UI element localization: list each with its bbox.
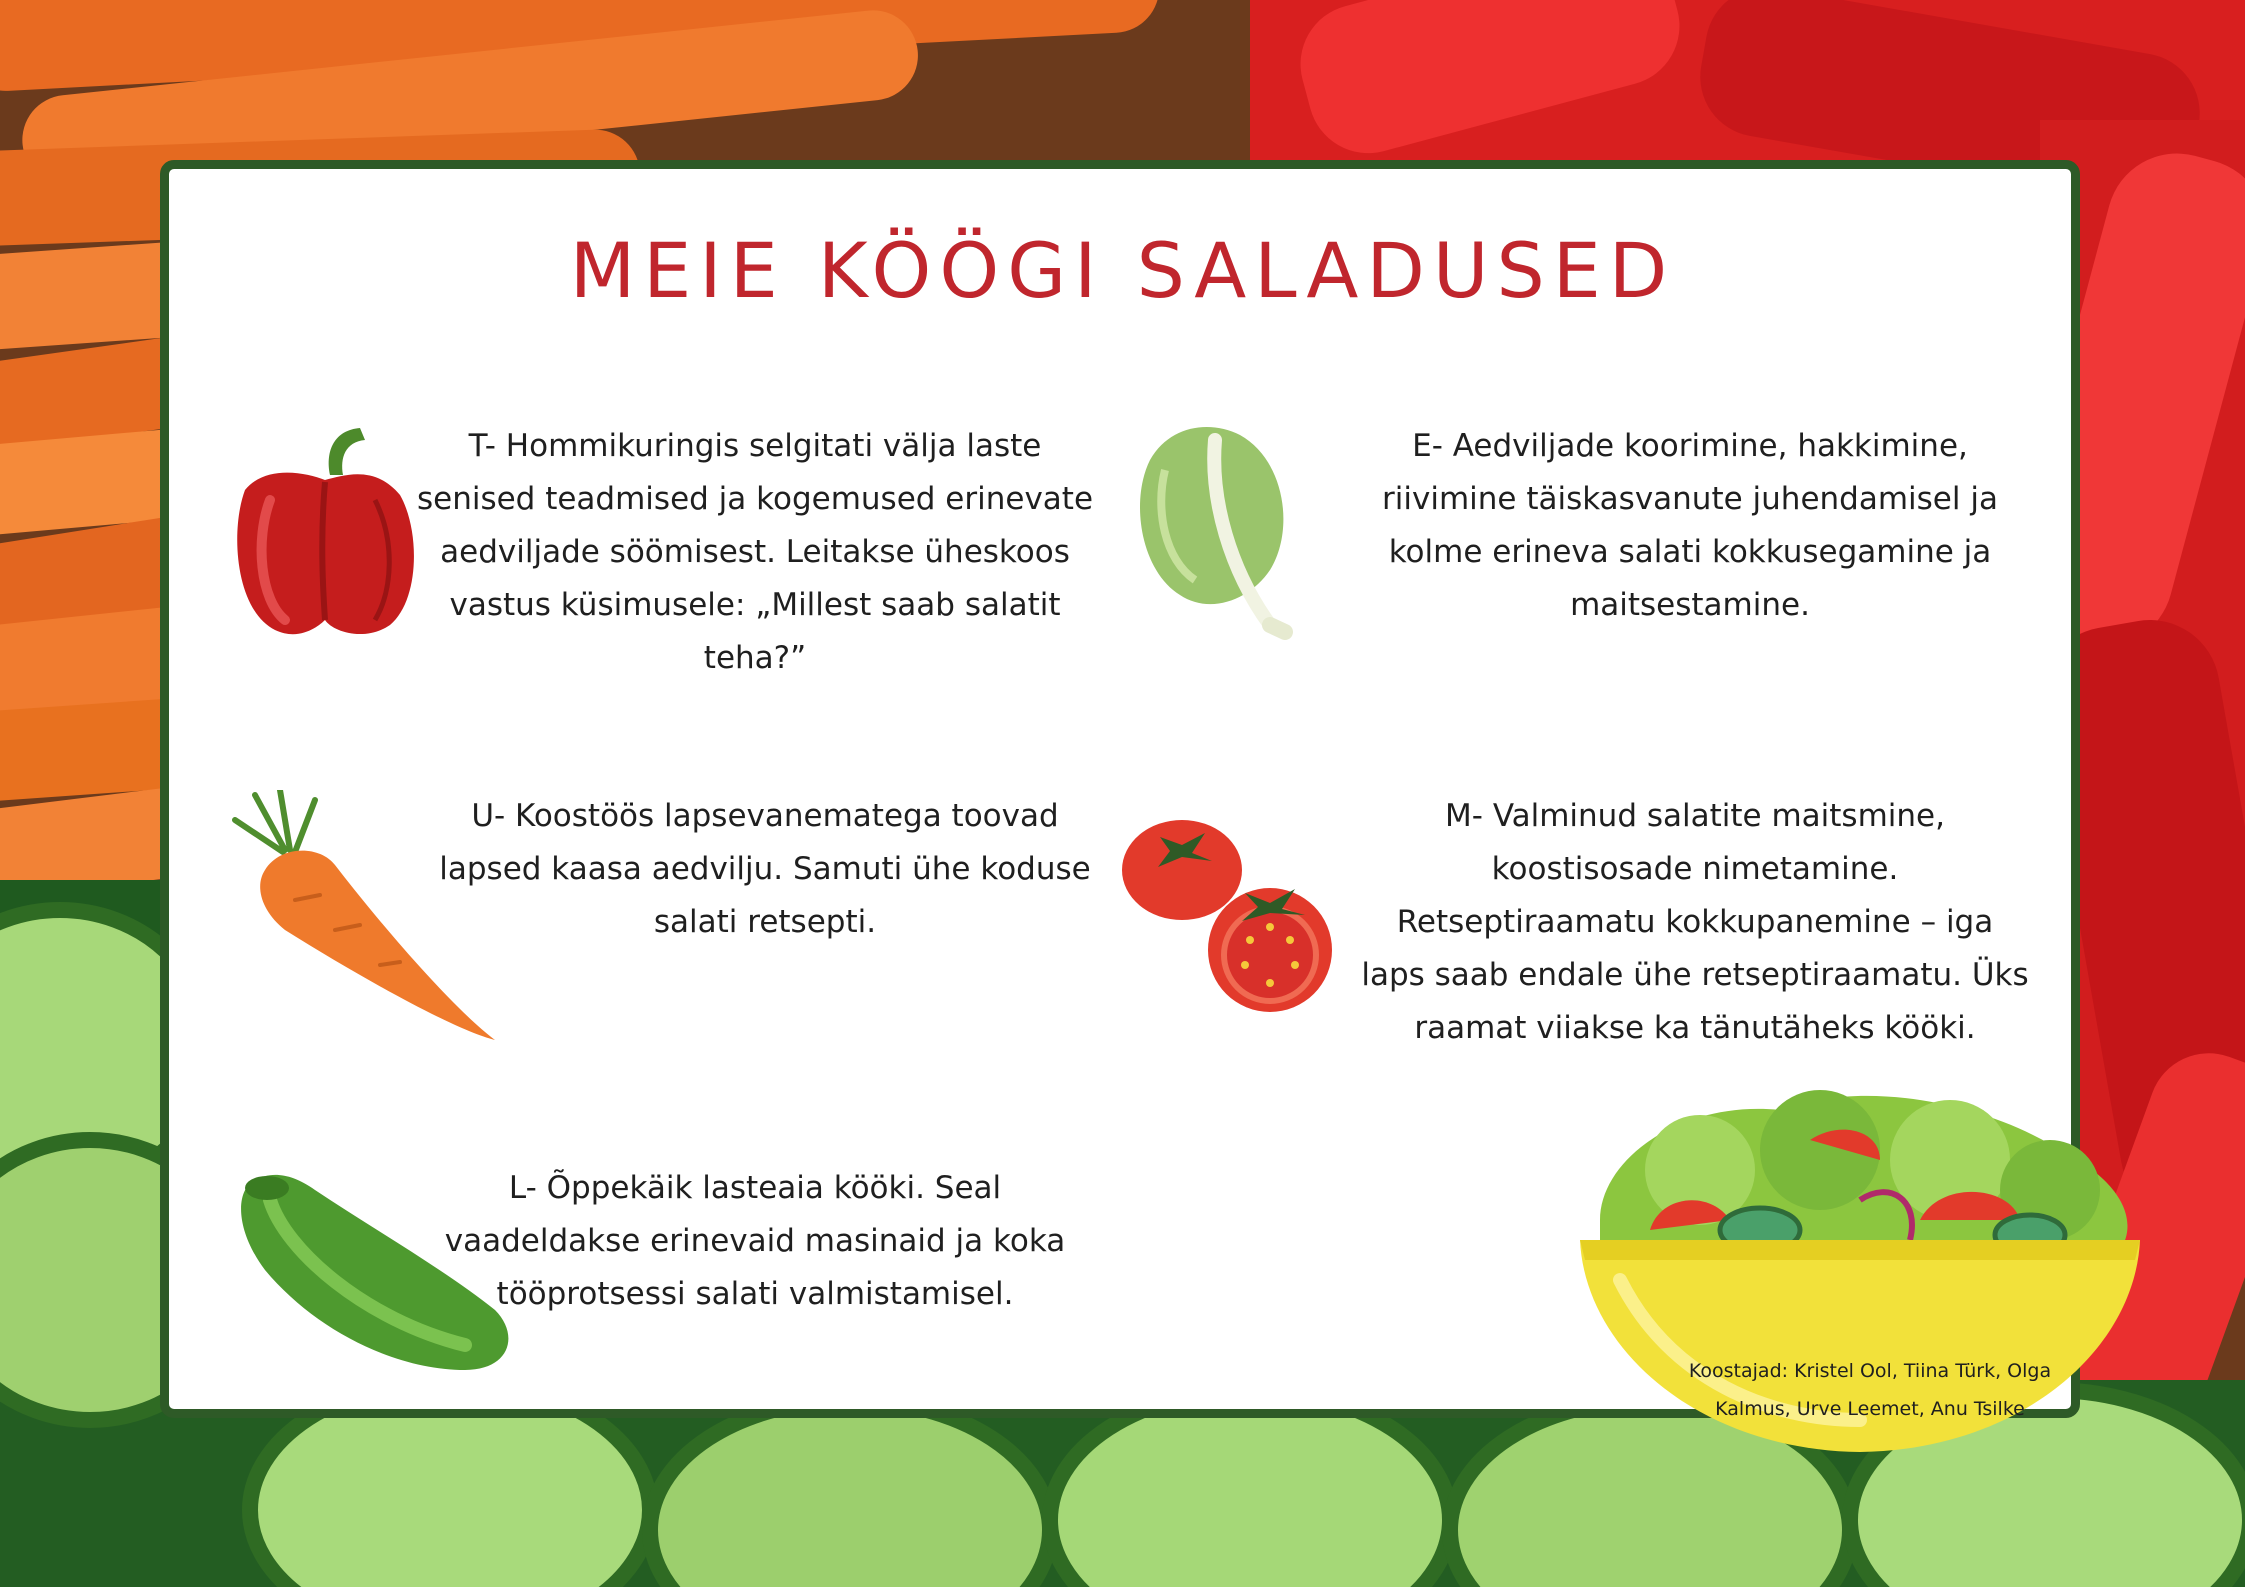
lettuce-icon bbox=[1120, 420, 1300, 640]
section-t-text: T- Hommikuringis selgitati välja laste senised teadmised ja kogemused erinevate aedviljade söömisest. Leitakse üheskoos vastus küsimusele: „Millest saab salatit teha?” bbox=[416, 428, 1094, 676]
section-l-text: L- Õppekäik lasteaia kööki. Seal vaadeldakse erinevaid masinaid ja koka tööprotsessi salati valmistamisel. bbox=[444, 1170, 1066, 1312]
section-e-text: E- Aedviljade koorimine, hakkimine, riivimine täiskasvanute juhendamisel ja kolme erineva salati kokkusegamine ja maitsestamine. bbox=[1382, 428, 1998, 623]
tomato-icon bbox=[1120, 815, 1350, 1015]
page-title: MEIE KÖÖGI SALADUSED bbox=[569, 226, 1676, 315]
section-m-text: M- Valminud salatite maitsmine, koostisosade nimetamine. Retseptiraamatu kokkupanemine – iga laps saab endale ühe retseptiraamatu. Üks raamat viiakse ka tänutäheks kööki. bbox=[1361, 798, 2029, 1046]
section-u-text: U- Koostöös lapsevanematega toovad lapsed kaasa aedvilju. Samuti ühe koduse salati retsepti. bbox=[439, 798, 1091, 940]
credits-text: Koostajad: Kristel Ool, Tiina Türk, Olga Kalmus, Urve Leemet, Anu Tsilke bbox=[1688, 1360, 2052, 1420]
bell-pepper-icon bbox=[225, 420, 425, 640]
